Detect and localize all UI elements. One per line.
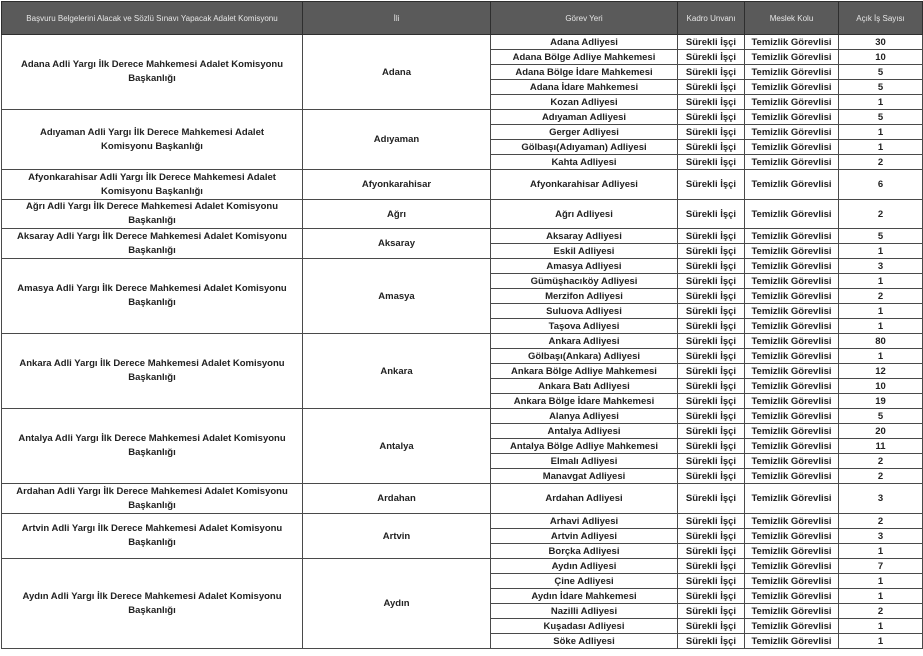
table-row <box>2 484 923 514</box>
province-cell: Ardahan <box>303 484 491 514</box>
profession-cell: Temizlik Görevlisi <box>745 379 839 394</box>
workplace-cell: Ankara Adliyesi <box>491 334 678 349</box>
table-body <box>2 35 923 649</box>
province-cell: Adana <box>303 35 491 110</box>
profession-cell: Temizlik Görevlisi <box>745 229 839 244</box>
workplace-cell: Merzifon Adliyesi <box>491 289 678 304</box>
commission-cell: Ardahan Adli Yargı İlk Derece Mahkemesi Adalet Komisyonu Başkanlığı <box>2 484 303 514</box>
workplace-cell: Antalya Adliyesi <box>491 424 678 439</box>
profession-cell: Temizlik Görevlisi <box>745 484 839 514</box>
title-cell: Sürekli İşçi <box>678 304 745 319</box>
title-cell: Sürekli İşçi <box>678 50 745 65</box>
openings-cell: 11 <box>839 439 923 454</box>
province-cell: Afyonkarahisar <box>303 170 491 200</box>
profession-cell: Temizlik Görevlisi <box>745 125 839 140</box>
openings-cell: 2 <box>839 469 923 484</box>
profession-cell: Temizlik Görevlisi <box>745 574 839 589</box>
workplace-cell: Adana İdare Mahkemesi <box>491 80 678 95</box>
title-cell: Sürekli İşçi <box>678 80 745 95</box>
workplace-cell: Çine Adliyesi <box>491 574 678 589</box>
openings-cell: 2 <box>839 604 923 619</box>
openings-cell: 3 <box>839 259 923 274</box>
title-cell: Sürekli İşçi <box>678 514 745 529</box>
province-cell: Adıyaman <box>303 110 491 170</box>
profession-cell: Temizlik Görevlisi <box>745 634 839 649</box>
title-cell: Sürekli İşçi <box>678 140 745 155</box>
openings-cell: 2 <box>839 514 923 529</box>
workplace-cell: Ağrı Adliyesi <box>491 200 678 229</box>
openings-cell: 1 <box>839 589 923 604</box>
profession-cell: Temizlik Görevlisi <box>745 439 839 454</box>
title-cell: Sürekli İşçi <box>678 259 745 274</box>
province-cell: Ankara <box>303 334 491 409</box>
workplace-cell: Söke Adliyesi <box>491 634 678 649</box>
profession-cell: Temizlik Görevlisi <box>745 140 839 155</box>
title-cell: Sürekli İşçi <box>678 484 745 514</box>
province-cell: Ağrı <box>303 200 491 229</box>
title-cell: Sürekli İşçi <box>678 439 745 454</box>
workplace-cell: Elmalı Adliyesi <box>491 454 678 469</box>
workplace-cell: Suluova Adliyesi <box>491 304 678 319</box>
header-commission: Başvuru Belgelerini Alacak ve Sözlü Sınavı Yapacak Adalet Komisyonu <box>2 2 303 35</box>
province-cell: Amasya <box>303 259 491 334</box>
profession-cell: Temizlik Görevlisi <box>745 619 839 634</box>
title-cell: Sürekli İşçi <box>678 65 745 80</box>
table-row <box>2 259 923 274</box>
province-cell: Aksaray <box>303 229 491 259</box>
profession-cell: Temizlik Görevlisi <box>745 95 839 110</box>
commission-cell: Adıyaman Adli Yargı İlk Derece Mahkemesi Adalet Komisyonu Başkanlığı <box>2 110 303 170</box>
workplace-cell: Gölbaşı(Ankara) Adliyesi <box>491 349 678 364</box>
openings-cell: 2 <box>839 454 923 469</box>
workplace-cell: Artvin Adliyesi <box>491 529 678 544</box>
title-cell: Sürekli İşçi <box>678 200 745 229</box>
profession-cell: Temizlik Görevlisi <box>745 409 839 424</box>
profession-cell: Temizlik Görevlisi <box>745 170 839 200</box>
header-province: İli <box>303 2 491 35</box>
title-cell: Sürekli İşçi <box>678 35 745 50</box>
title-cell: Sürekli İşçi <box>678 424 745 439</box>
province-cell: Artvin <box>303 514 491 559</box>
title-cell: Sürekli İşçi <box>678 544 745 559</box>
workplace-cell: Taşova Adliyesi <box>491 319 678 334</box>
province-cell: Antalya <box>303 409 491 484</box>
commission-cell: Aksaray Adli Yargı İlk Derece Mahkemesi Adalet Komisyonu Başkanlığı <box>2 229 303 259</box>
header-title: Kadro Unvanı <box>678 2 745 35</box>
title-cell: Sürekli İşçi <box>678 289 745 304</box>
profession-cell: Temizlik Görevlisi <box>745 334 839 349</box>
openings-cell: 3 <box>839 529 923 544</box>
title-cell: Sürekli İşçi <box>678 604 745 619</box>
openings-cell: 1 <box>839 634 923 649</box>
openings-cell: 3 <box>839 484 923 514</box>
profession-cell: Temizlik Görevlisi <box>745 65 839 80</box>
workplace-cell: Borçka Adliyesi <box>491 544 678 559</box>
openings-cell: 5 <box>839 65 923 80</box>
workplace-cell: Ardahan Adliyesi <box>491 484 678 514</box>
title-cell: Sürekli İşçi <box>678 619 745 634</box>
openings-cell: 10 <box>839 379 923 394</box>
openings-cell: 2 <box>839 200 923 229</box>
workplace-cell: Ankara Bölge İdare Mahkemesi <box>491 394 678 409</box>
profession-cell: Temizlik Görevlisi <box>745 110 839 125</box>
commission-cell: Afyonkarahisar Adli Yargı İlk Derece Mahkemesi Adalet Komisyonu Başkanlığı <box>2 170 303 200</box>
commission-cell: Antalya Adli Yargı İlk Derece Mahkemesi Adalet Komisyonu Başkanlığı <box>2 409 303 484</box>
table-row <box>2 110 923 125</box>
title-cell: Sürekli İşçi <box>678 589 745 604</box>
workplace-cell: Adıyaman Adliyesi <box>491 110 678 125</box>
workplace-cell: Manavgat Adliyesi <box>491 469 678 484</box>
workplace-cell: Adana Adliyesi <box>491 35 678 50</box>
profession-cell: Temizlik Görevlisi <box>745 274 839 289</box>
profession-cell: Temizlik Görevlisi <box>745 319 839 334</box>
title-cell: Sürekli İşçi <box>678 170 745 200</box>
commission-cell: Adana Adli Yargı İlk Derece Mahkemesi Adalet Komisyonu Başkanlığı <box>2 35 303 110</box>
province-cell: Aydın <box>303 559 491 649</box>
workplace-cell: Kuşadası Adliyesi <box>491 619 678 634</box>
openings-cell: 1 <box>839 95 923 110</box>
table-header <box>2 2 923 35</box>
openings-cell: 10 <box>839 50 923 65</box>
profession-cell: Temizlik Görevlisi <box>745 604 839 619</box>
table-row <box>2 409 923 424</box>
title-cell: Sürekli İşçi <box>678 364 745 379</box>
profession-cell: Temizlik Görevlisi <box>745 349 839 364</box>
workplace-cell: Gerger Adliyesi <box>491 125 678 140</box>
workplace-cell: Amasya Adliyesi <box>491 259 678 274</box>
title-cell: Sürekli İşçi <box>678 349 745 364</box>
workplace-cell: Gümüşhacıköy Adliyesi <box>491 274 678 289</box>
openings-cell: 1 <box>839 349 923 364</box>
header-row <box>2 2 923 35</box>
openings-cell: 2 <box>839 289 923 304</box>
table-row <box>2 559 923 574</box>
commission-cell: Aydın Adli Yargı İlk Derece Mahkemesi Adalet Komisyonu Başkanlığı <box>2 559 303 649</box>
title-cell: Sürekli İşçi <box>678 394 745 409</box>
profession-cell: Temizlik Görevlisi <box>745 200 839 229</box>
commission-cell: Ağrı Adli Yargı İlk Derece Mahkemesi Adalet Komisyonu Başkanlığı <box>2 200 303 229</box>
header-openings: Açık İş Sayısı <box>839 2 923 35</box>
profession-cell: Temizlik Görevlisi <box>745 424 839 439</box>
commission-cell: Ankara Adli Yargı İlk Derece Mahkemesi Adalet Komisyonu Başkanlığı <box>2 334 303 409</box>
title-cell: Sürekli İşçi <box>678 454 745 469</box>
table-row <box>2 334 923 349</box>
profession-cell: Temizlik Görevlisi <box>745 394 839 409</box>
workplace-cell: Arhavi Adliyesi <box>491 514 678 529</box>
openings-cell: 1 <box>839 319 923 334</box>
openings-cell: 1 <box>839 619 923 634</box>
title-cell: Sürekli İşçi <box>678 319 745 334</box>
header-profession: Meslek Kolu <box>745 2 839 35</box>
profession-cell: Temizlik Görevlisi <box>745 304 839 319</box>
workplace-cell: Eskil Adliyesi <box>491 244 678 259</box>
workplace-cell: Aydın İdare Mahkemesi <box>491 589 678 604</box>
title-cell: Sürekli İşçi <box>678 574 745 589</box>
openings-cell: 1 <box>839 304 923 319</box>
title-cell: Sürekli İşçi <box>678 379 745 394</box>
profession-cell: Temizlik Görevlisi <box>745 514 839 529</box>
title-cell: Sürekli İşçi <box>678 559 745 574</box>
openings-cell: 1 <box>839 244 923 259</box>
table-row <box>2 35 923 50</box>
title-cell: Sürekli İşçi <box>678 125 745 140</box>
title-cell: Sürekli İşçi <box>678 634 745 649</box>
profession-cell: Temizlik Görevlisi <box>745 544 839 559</box>
commission-cell: Amasya Adli Yargı İlk Derece Mahkemesi Adalet Komisyonu Başkanlığı <box>2 259 303 334</box>
workplace-cell: Aksaray Adliyesi <box>491 229 678 244</box>
title-cell: Sürekli İşçi <box>678 155 745 170</box>
header-workplace: Görev Yeri <box>491 2 678 35</box>
title-cell: Sürekli İşçi <box>678 469 745 484</box>
workplace-cell: Adana Bölge İdare Mahkemesi <box>491 65 678 80</box>
profession-cell: Temizlik Görevlisi <box>745 454 839 469</box>
openings-cell: 30 <box>839 35 923 50</box>
workplace-cell: Afyonkarahisar Adliyesi <box>491 170 678 200</box>
job-openings-table <box>1 1 923 649</box>
profession-cell: Temizlik Görevlisi <box>745 529 839 544</box>
profession-cell: Temizlik Görevlisi <box>745 35 839 50</box>
workplace-cell: Alanya Adliyesi <box>491 409 678 424</box>
profession-cell: Temizlik Görevlisi <box>745 80 839 95</box>
title-cell: Sürekli İşçi <box>678 274 745 289</box>
openings-cell: 5 <box>839 80 923 95</box>
profession-cell: Temizlik Görevlisi <box>745 589 839 604</box>
commission-cell: Artvin Adli Yargı İlk Derece Mahkemesi Adalet Komisyonu Başkanlığı <box>2 514 303 559</box>
title-cell: Sürekli İşçi <box>678 529 745 544</box>
workplace-cell: Ankara Bölge Adliye Mahkemesi <box>491 364 678 379</box>
workplace-cell: Kahta Adliyesi <box>491 155 678 170</box>
workplace-cell: Kozan Adliyesi <box>491 95 678 110</box>
profession-cell: Temizlik Görevlisi <box>745 50 839 65</box>
openings-cell: 1 <box>839 574 923 589</box>
workplace-cell: Nazilli Adliyesi <box>491 604 678 619</box>
openings-cell: 6 <box>839 170 923 200</box>
openings-cell: 80 <box>839 334 923 349</box>
openings-cell: 1 <box>839 274 923 289</box>
title-cell: Sürekli İşçi <box>678 334 745 349</box>
profession-cell: Temizlik Görevlisi <box>745 244 839 259</box>
title-cell: Sürekli İşçi <box>678 110 745 125</box>
title-cell: Sürekli İşçi <box>678 229 745 244</box>
openings-cell: 5 <box>839 409 923 424</box>
openings-cell: 19 <box>839 394 923 409</box>
workplace-cell: Antalya Bölge Adliye Mahkemesi <box>491 439 678 454</box>
workplace-cell: Aydın Adliyesi <box>491 559 678 574</box>
title-cell: Sürekli İşçi <box>678 95 745 110</box>
profession-cell: Temizlik Görevlisi <box>745 155 839 170</box>
openings-cell: 2 <box>839 155 923 170</box>
table-row <box>2 229 923 244</box>
openings-cell: 1 <box>839 140 923 155</box>
profession-cell: Temizlik Görevlisi <box>745 364 839 379</box>
openings-cell: 5 <box>839 110 923 125</box>
profession-cell: Temizlik Görevlisi <box>745 469 839 484</box>
openings-cell: 7 <box>839 559 923 574</box>
profession-cell: Temizlik Görevlisi <box>745 259 839 274</box>
profession-cell: Temizlik Görevlisi <box>745 559 839 574</box>
openings-cell: 1 <box>839 544 923 559</box>
profession-cell: Temizlik Görevlisi <box>745 289 839 304</box>
title-cell: Sürekli İşçi <box>678 244 745 259</box>
openings-cell: 20 <box>839 424 923 439</box>
table-row <box>2 514 923 529</box>
table-row <box>2 200 923 229</box>
workplace-cell: Gölbaşı(Adıyaman) Adliyesi <box>491 140 678 155</box>
title-cell: Sürekli İşçi <box>678 409 745 424</box>
workplace-cell: Adana Bölge Adliye Mahkemesi <box>491 50 678 65</box>
openings-cell: 1 <box>839 125 923 140</box>
openings-cell: 12 <box>839 364 923 379</box>
openings-cell: 5 <box>839 229 923 244</box>
table-row <box>2 170 923 200</box>
workplace-cell: Ankara Batı Adliyesi <box>491 379 678 394</box>
